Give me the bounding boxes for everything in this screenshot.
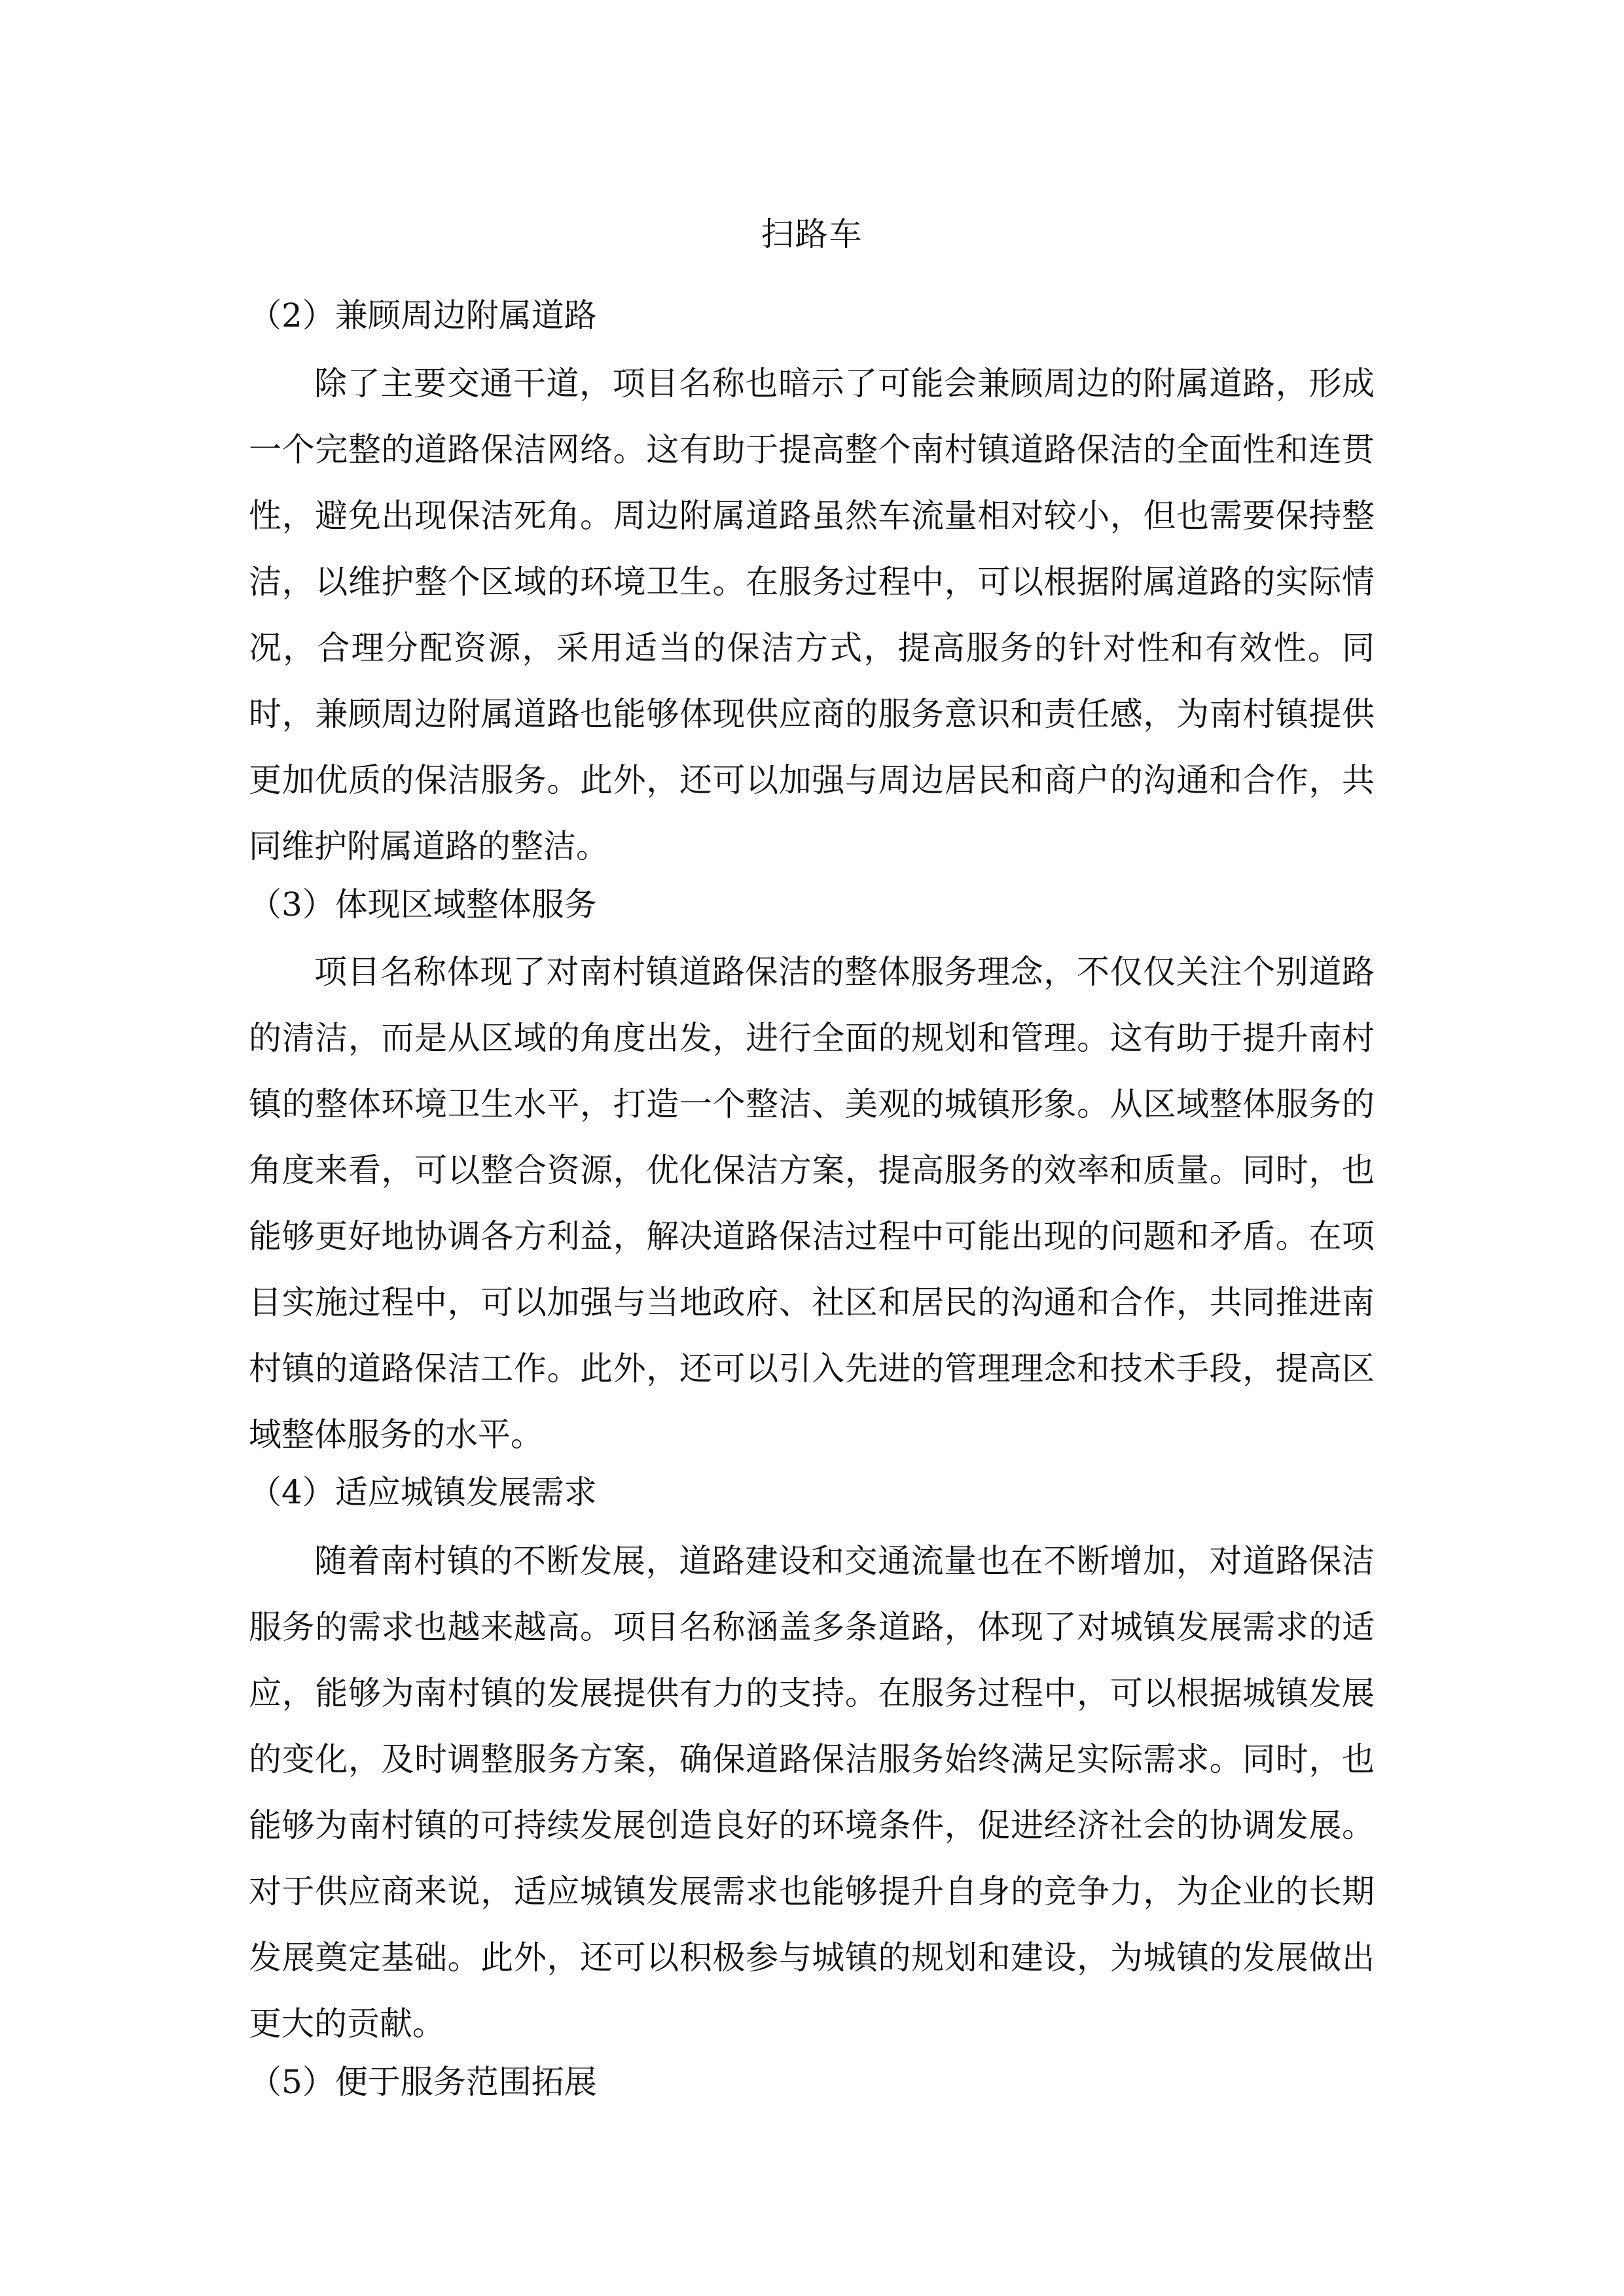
page-title: 扫路车 bbox=[761, 215, 863, 253]
section-paragraph-4: 随着南村镇的不断发展，道路建设和交通流量也在不断增加，对道路保洁服务的需求也越来越高。项目名称涵盖多条道路，体现了对城镇发展需求的适应，能够为南村镇的发展提供有力的支持。在服务过程中，可以根据城镇发展的变化，及时调整服务方案，确保道路保洁服务始终满足实际需求。同时，也能够为南村镇的可持续发展创造良好的环境条件，促进经济社会的协调发展。对于供应商来说，适应城镇发展需求也能够提升自身的竞争力，为企业的长期发展奠定基础。此外，还可以积极参与城镇的规划和建设，为城镇的发展做出更大的贡献。 bbox=[249, 1542, 1375, 2043]
section-heading-5: （5）便于服务范围拓展 bbox=[249, 2063, 597, 2101]
section-paragraph-2: 除了主要交通干道，项目名称也暗示了可能会兼顾周边的附属道路，形成一个完整的道路保洁网络。这有助于提高整个南村镇道路保洁的全面性和连贯性，避免出现保洁死角。周边附属道路虽然车流量相对较小，但也需要保持整洁，以维护整个区域的环境卫生。在服务过程中，可以根据附属道路的实际情况，合理分配资源，采用适当的保洁方式，提高服务的针对性和有效性。同时，兼顾周边附属道路也能够体现供应商的服务意识和责任感，为南村镇提供更加优质的保洁服务。此外，还可以加强与周边居民和商户的沟通和合作，共同维护附属道路的整洁。 bbox=[249, 365, 1375, 865]
section-paragraph-3: 项目名称体现了对南村镇道路保洁的整体服务理念，不仅仅关注个别道路的清洁，而是从区域的角度出发，进行全面的规划和管理。这有助于提升南村镇的整体环境卫生水平，打造一个整洁、美观的城镇形象。从区域整体服务的角度来看，可以整合资源，优化保洁方案，提高服务的效率和质量。同时，也能够更好地协调各方利益，解决道路保洁过程中可能出现的问题和矛盾。在项目实施过程中，可以加强与当地政府、社区和居民的沟通和合作，共同推进南村镇的道路保洁工作。此外，还可以引入先进的管理理念和技术手段，提高区域整体服务的水平。 bbox=[249, 953, 1375, 1454]
section-heading-4: （4）适应城镇发展需求 bbox=[249, 1473, 597, 1511]
section-heading-2: （2）兼顾周边附属道路 bbox=[249, 296, 597, 334]
section-heading-3: （3）体现区域整体服务 bbox=[249, 886, 597, 924]
